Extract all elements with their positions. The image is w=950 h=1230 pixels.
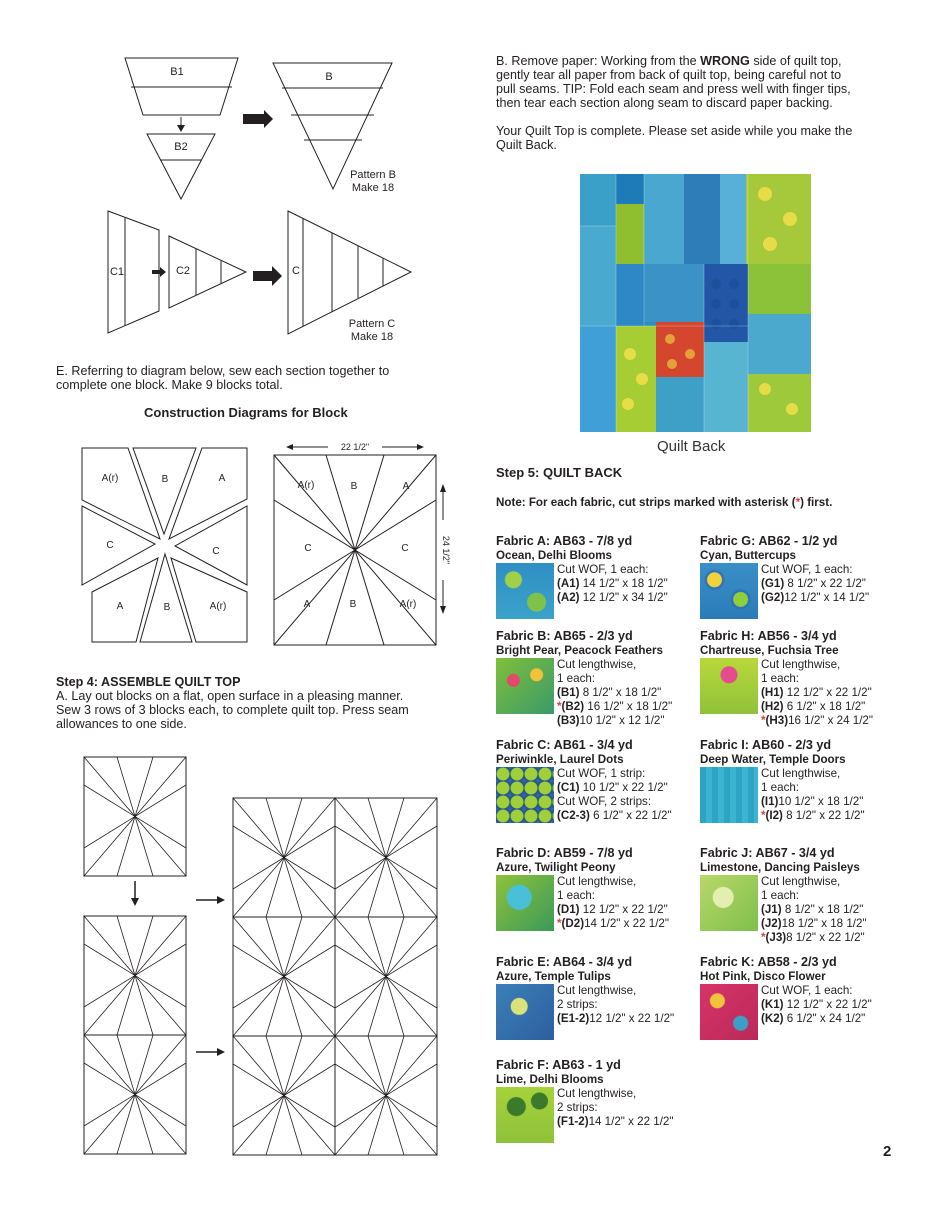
assembled-c-left: C	[304, 543, 312, 554]
fabric-cuts	[761, 658, 873, 728]
step5-note: Note: For each fabric, cut strips marked with asterisk (*) first.	[496, 496, 833, 509]
fabric-cuts	[557, 1087, 674, 1129]
fabric-cuts	[761, 563, 869, 605]
fabric-card	[700, 955, 900, 1025]
fabric-title: Fabric D: AB59 - 7/8 yd	[496, 846, 633, 860]
fabric-cuts	[557, 875, 669, 931]
fabric-name: Azure, Twilight Peony	[496, 860, 616, 874]
fabric-title: Fabric G: AB62 - 1/2 yd	[700, 534, 838, 548]
cut-line: Cut lengthwise,	[557, 1087, 637, 1100]
pattern-diagrams	[0, 0, 470, 360]
cut-line: Cut WOF, 1 strip:	[557, 767, 646, 780]
height-dimension: 24 1/2"	[441, 535, 451, 565]
cut-line: (A2) 12 1/2" x 34 1/2"	[557, 590, 668, 604]
piece-a-bottom: A	[116, 601, 124, 612]
label-c: C	[292, 265, 300, 277]
quilt-top-assembly-diagram	[80, 750, 445, 1160]
cut-line: 2 strips:	[557, 1100, 598, 1114]
fabric-title: Fabric H: AB56 - 3/4 yd	[700, 629, 837, 643]
fabric-swatch	[700, 767, 758, 823]
cut-line: *(B2) 16 1/2" x 18 1/2"	[557, 699, 673, 713]
cut-line: 1 each:	[761, 888, 800, 902]
piece-ar-top: A(r)	[101, 473, 119, 484]
cut-line: (E1-2)12 1/2" x 22 1/2"	[557, 1011, 675, 1025]
label-c1: C1	[109, 266, 125, 278]
assembled-a-top: A	[402, 481, 410, 492]
assembled-a-bottom: A	[303, 599, 311, 610]
cut-line: (K2) 6 1/2" x 24 1/2"	[761, 1011, 866, 1025]
cut-line: Cut WOF, 1 each:	[761, 563, 853, 576]
step-b-text: B. Remove paper: Working from the WRONG side of quilt top, gently tear all paper from back of quilt top, being careful not to pull seams. TIP: Fold each seam and press well with finger tips, then tear each section along seam to discard paper backing. Your Quilt Top is complete. Please set aside while you make the Quilt Back.	[496, 54, 853, 152]
cut-line: *(H3)16 1/2" x 24 1/2"	[761, 713, 874, 727]
assembled-b-bottom: B	[349, 599, 357, 610]
fabric-swatch	[496, 563, 554, 619]
pattern-c-count: Make 18	[350, 331, 394, 343]
fabric-swatch	[700, 658, 758, 714]
fabric-name: Hot Pink, Disco Flower	[700, 969, 826, 983]
cut-line: Cut WOF, 2 strips:	[557, 794, 652, 808]
cut-line: Cut lengthwise,	[761, 875, 841, 888]
fabric-swatch	[700, 875, 758, 931]
fabric-name: Ocean, Delhi Blooms	[496, 548, 612, 562]
cut-line: 2 strips:	[557, 997, 598, 1011]
cut-line: (A1) 14 1/2" x 18 1/2"	[557, 576, 668, 590]
cut-line: Cut lengthwise,	[761, 658, 841, 671]
construction-diagrams	[70, 430, 470, 660]
pattern-c-label: Pattern C	[348, 318, 396, 330]
fabric-name: Chartreuse, Fuchsia Tree	[700, 643, 839, 657]
fabric-cuts	[761, 767, 865, 823]
cut-line: Cut lengthwise,	[557, 658, 637, 671]
assembled-b-top: B	[350, 481, 358, 492]
fabric-title: Fabric F: AB63 - 1 yd	[496, 1058, 621, 1072]
page-number: 2	[883, 1143, 892, 1160]
assembled-ar-top: A(r)	[297, 480, 315, 491]
cut-line: (J1) 8 1/2" x 18 1/2"	[761, 902, 864, 916]
fabric-card	[496, 534, 696, 604]
fabric-swatch	[496, 875, 554, 931]
cut-line: *(J3)8 1/2" x 22 1/2"	[761, 930, 865, 944]
assembled-c-right: C	[401, 543, 409, 554]
cut-line: 1 each:	[557, 671, 596, 685]
piece-ar-bottom: A(r)	[209, 601, 227, 612]
fabric-swatch	[496, 658, 554, 714]
fabric-cuts	[557, 767, 672, 823]
cut-line: Cut lengthwise,	[557, 875, 637, 888]
fabric-card	[496, 846, 696, 930]
fabric-card	[496, 738, 696, 822]
fabric-name: Azure, Temple Tulips	[496, 969, 611, 983]
label-b2: B2	[174, 141, 188, 153]
cut-line: (G1) 8 1/2" x 22 1/2"	[761, 576, 866, 590]
fabric-title: Fabric I: AB60 - 2/3 yd	[700, 738, 832, 752]
piece-b-top: B	[161, 474, 169, 485]
fabric-swatch	[496, 984, 554, 1040]
cut-line: 1 each:	[557, 888, 596, 902]
cut-line: (B1) 8 1/2" x 18 1/2"	[557, 685, 662, 699]
cut-line: *(D2)14 1/2" x 22 1/2"	[557, 916, 670, 930]
step4-heading: Step 4: ASSEMBLE QUILT TOP	[56, 675, 241, 689]
fabric-swatch	[700, 563, 758, 619]
construction-heading: Construction Diagrams for Block	[144, 405, 348, 420]
wrong-emphasis: WRONG	[700, 54, 750, 68]
fabric-name: Cyan, Buttercups	[700, 548, 796, 562]
cut-line: Cut WOF, 1 each:	[761, 984, 853, 997]
cut-line: Cut lengthwise,	[761, 767, 841, 780]
cut-line: (B3)10 1/2" x 12 1/2"	[557, 713, 665, 727]
width-dimension: 22 1/2"	[340, 442, 370, 452]
step4-section: Step 4: ASSEMBLE QUILT TOP A. Lay out blocks on a flat, open surface in a pleasing manner. Sew 3 rows of 3 blocks each, to complete quilt top. Press seam allowances to one side.	[56, 675, 476, 731]
assembled-ar-bottom: A(r)	[399, 599, 417, 610]
fabric-cuts	[557, 658, 672, 728]
fabric-card	[700, 738, 900, 822]
fabric-name: Bright Pear, Peacock Feathers	[496, 643, 663, 657]
fabric-title: Fabric B: AB65 - 2/3 yd	[496, 629, 633, 643]
cut-line: (F1-2)14 1/2" x 22 1/2"	[557, 1114, 674, 1128]
quilt-back-photo	[580, 174, 811, 432]
step5-heading: Step 5: QUILT BACK	[496, 465, 623, 480]
cut-line: (H2) 6 1/2" x 18 1/2"	[761, 699, 866, 713]
fabric-title: Fabric A: AB63 - 7/8 yd	[496, 534, 633, 548]
label-b: B	[325, 71, 333, 83]
piece-b-bottom: B	[163, 602, 171, 613]
fabric-cuts	[761, 984, 872, 1026]
fabric-card	[496, 629, 696, 727]
fabric-card	[496, 1058, 696, 1128]
cut-line: (I1)10 1/2" x 18 1/2"	[761, 794, 864, 808]
cut-line: (C1) 10 1/2" x 22 1/2"	[557, 780, 668, 794]
cut-line: (H1) 12 1/2" x 22 1/2"	[761, 685, 872, 699]
fabric-cuts	[761, 875, 867, 945]
fabric-name: Periwinkle, Laurel Dots	[496, 752, 624, 766]
piece-c-left: C	[106, 540, 114, 551]
fabric-card	[496, 955, 696, 1025]
fabric-title: Fabric J: AB67 - 3/4 yd	[700, 846, 835, 860]
cut-line: Cut lengthwise,	[557, 984, 637, 997]
piece-a-top: A	[218, 473, 226, 484]
cut-line: 1 each:	[761, 780, 800, 794]
cut-line: (C2-3) 6 1/2" x 22 1/2"	[557, 808, 672, 822]
fabric-name: Deep Water, Temple Doors	[700, 752, 846, 766]
fabric-name: Lime, Delhi Blooms	[496, 1072, 604, 1086]
quilt-back-caption: Quilt Back	[657, 438, 726, 455]
fabric-card	[700, 534, 900, 604]
fabric-name: Limestone, Dancing Paisleys	[700, 860, 860, 874]
pattern-b-count: Make 18	[351, 182, 395, 194]
label-b1: B1	[170, 66, 184, 78]
cut-line: (K1) 12 1/2" x 22 1/2"	[761, 997, 872, 1011]
cut-line: (D1) 12 1/2" x 22 1/2"	[557, 902, 668, 916]
pattern-b-label: Pattern B	[350, 169, 396, 181]
cut-line: (G2)12 1/2" x 14 1/2"	[761, 590, 870, 604]
step-e-text: E. Referring to diagram below, sew each section together to complete one block. Make 9 blocks total.	[56, 364, 390, 392]
fabric-swatch	[700, 984, 758, 1040]
cut-line: 1 each:	[761, 671, 800, 685]
label-c2: C2	[175, 265, 191, 277]
cut-line: *(I2) 8 1/2" x 22 1/2"	[761, 808, 865, 822]
fabric-card	[700, 846, 900, 944]
fabric-card	[700, 629, 900, 727]
fabric-swatch	[496, 1087, 554, 1143]
fabric-swatch	[496, 767, 554, 823]
fabric-cuts	[557, 984, 674, 1026]
fabric-title: Fabric K: AB58 - 2/3 yd	[700, 955, 837, 969]
cut-line: Cut WOF, 1 each:	[557, 563, 649, 576]
cut-line: (J2)18 1/2" x 18 1/2"	[761, 916, 867, 930]
piece-c-right: C	[212, 546, 220, 557]
fabric-title: Fabric E: AB64 - 3/4 yd	[496, 955, 633, 969]
fabric-cuts	[557, 563, 668, 605]
fabric-title: Fabric C: AB61 - 3/4 yd	[496, 738, 633, 752]
